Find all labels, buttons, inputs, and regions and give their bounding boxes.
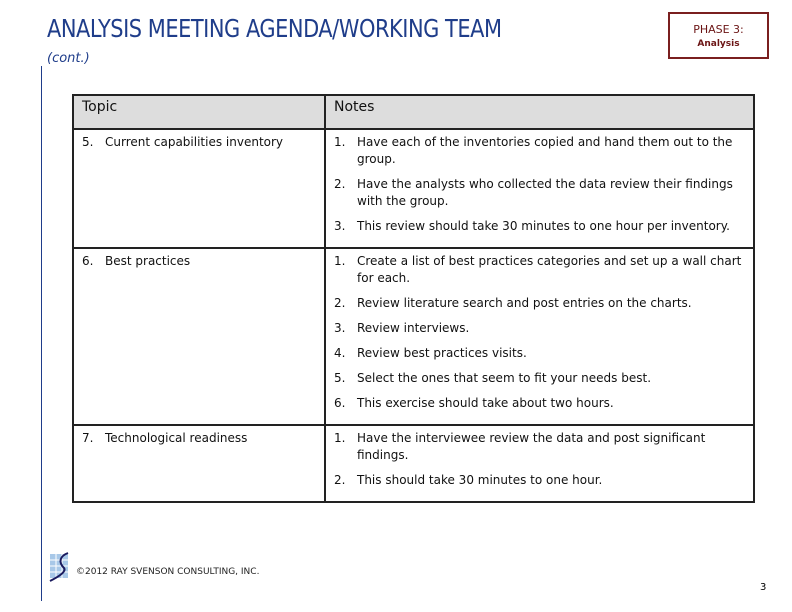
note-item — [334, 295, 745, 312]
note-item — [334, 320, 745, 337]
copyright: ©2012 RAY SVENSON CONSULTING, INC. — [76, 567, 260, 577]
note-number: 1. — [334, 254, 346, 268]
note-text: Create a list of best practices categories and set up a wall chart for each. — [357, 254, 742, 285]
topic-text: Best practices — [105, 254, 191, 268]
note-text: Have the analysts who collected the data review their findings with the group. — [357, 177, 733, 208]
note-number: 1. — [334, 431, 346, 445]
note-number: 2. — [334, 473, 346, 487]
phase-badge — [668, 12, 769, 59]
phase-name: Analysis — [697, 39, 740, 49]
note-text: This exercise should take about two hours. — [357, 396, 614, 410]
topic-number: 5. — [82, 135, 94, 149]
topic-number: 6. — [82, 254, 94, 268]
note-number: 4. — [334, 346, 346, 360]
notes-cell — [325, 248, 754, 425]
note-text: Review best practices visits. — [357, 346, 527, 360]
topic-cell — [73, 129, 325, 248]
note-number: 6. — [334, 396, 346, 410]
topic-number: 7. — [82, 431, 94, 445]
note-item — [334, 345, 745, 362]
note-item — [334, 176, 745, 210]
header-topic: Topic — [73, 95, 325, 129]
note-number: 5. — [334, 371, 346, 385]
note-item — [334, 430, 745, 464]
left-rule — [41, 66, 42, 601]
note-item — [334, 395, 745, 412]
note-number: 3. — [334, 219, 346, 233]
page-title: ANALYSIS MEETING AGENDA/WORKING TEAM — [47, 14, 502, 43]
note-text: Select the ones that seem to fit your needs best. — [357, 371, 652, 385]
note-number: 1. — [334, 135, 346, 149]
note-item — [334, 134, 745, 168]
header-notes: Notes — [325, 95, 754, 129]
note-number: 2. — [334, 177, 346, 191]
table-row — [73, 425, 754, 502]
note-item — [334, 472, 745, 489]
company-logo-icon — [48, 552, 72, 582]
notes-cell — [325, 129, 754, 248]
topic-text: Technological readiness — [105, 431, 248, 445]
page-number: 3 — [760, 582, 767, 593]
table-row — [73, 129, 754, 248]
topic-text: Current capabilities inventory — [105, 135, 284, 149]
note-text: Review interviews. — [357, 321, 470, 335]
note-text: Review literature search and post entries on the charts. — [357, 296, 692, 310]
note-item — [334, 218, 745, 235]
note-number: 3. — [334, 321, 346, 335]
table-row — [73, 248, 754, 425]
note-text: This review should take 30 minutes to one hour per inventory. — [357, 219, 730, 233]
page-subtitle: (cont.) — [47, 51, 90, 66]
note-item — [334, 370, 745, 387]
note-text: Have the interviewee review the data and post significant findings. — [357, 431, 706, 462]
note-item — [334, 253, 745, 287]
agenda-table — [72, 94, 755, 503]
note-number: 2. — [334, 296, 346, 310]
notes-cell — [325, 425, 754, 502]
phase-label: PHASE 3: — [693, 23, 744, 36]
note-text: This should take 30 minutes to one hour. — [357, 473, 603, 487]
note-text: Have each of the inventories copied and hand them out to the group. — [357, 135, 733, 166]
topic-cell — [73, 425, 325, 502]
topic-cell — [73, 248, 325, 425]
